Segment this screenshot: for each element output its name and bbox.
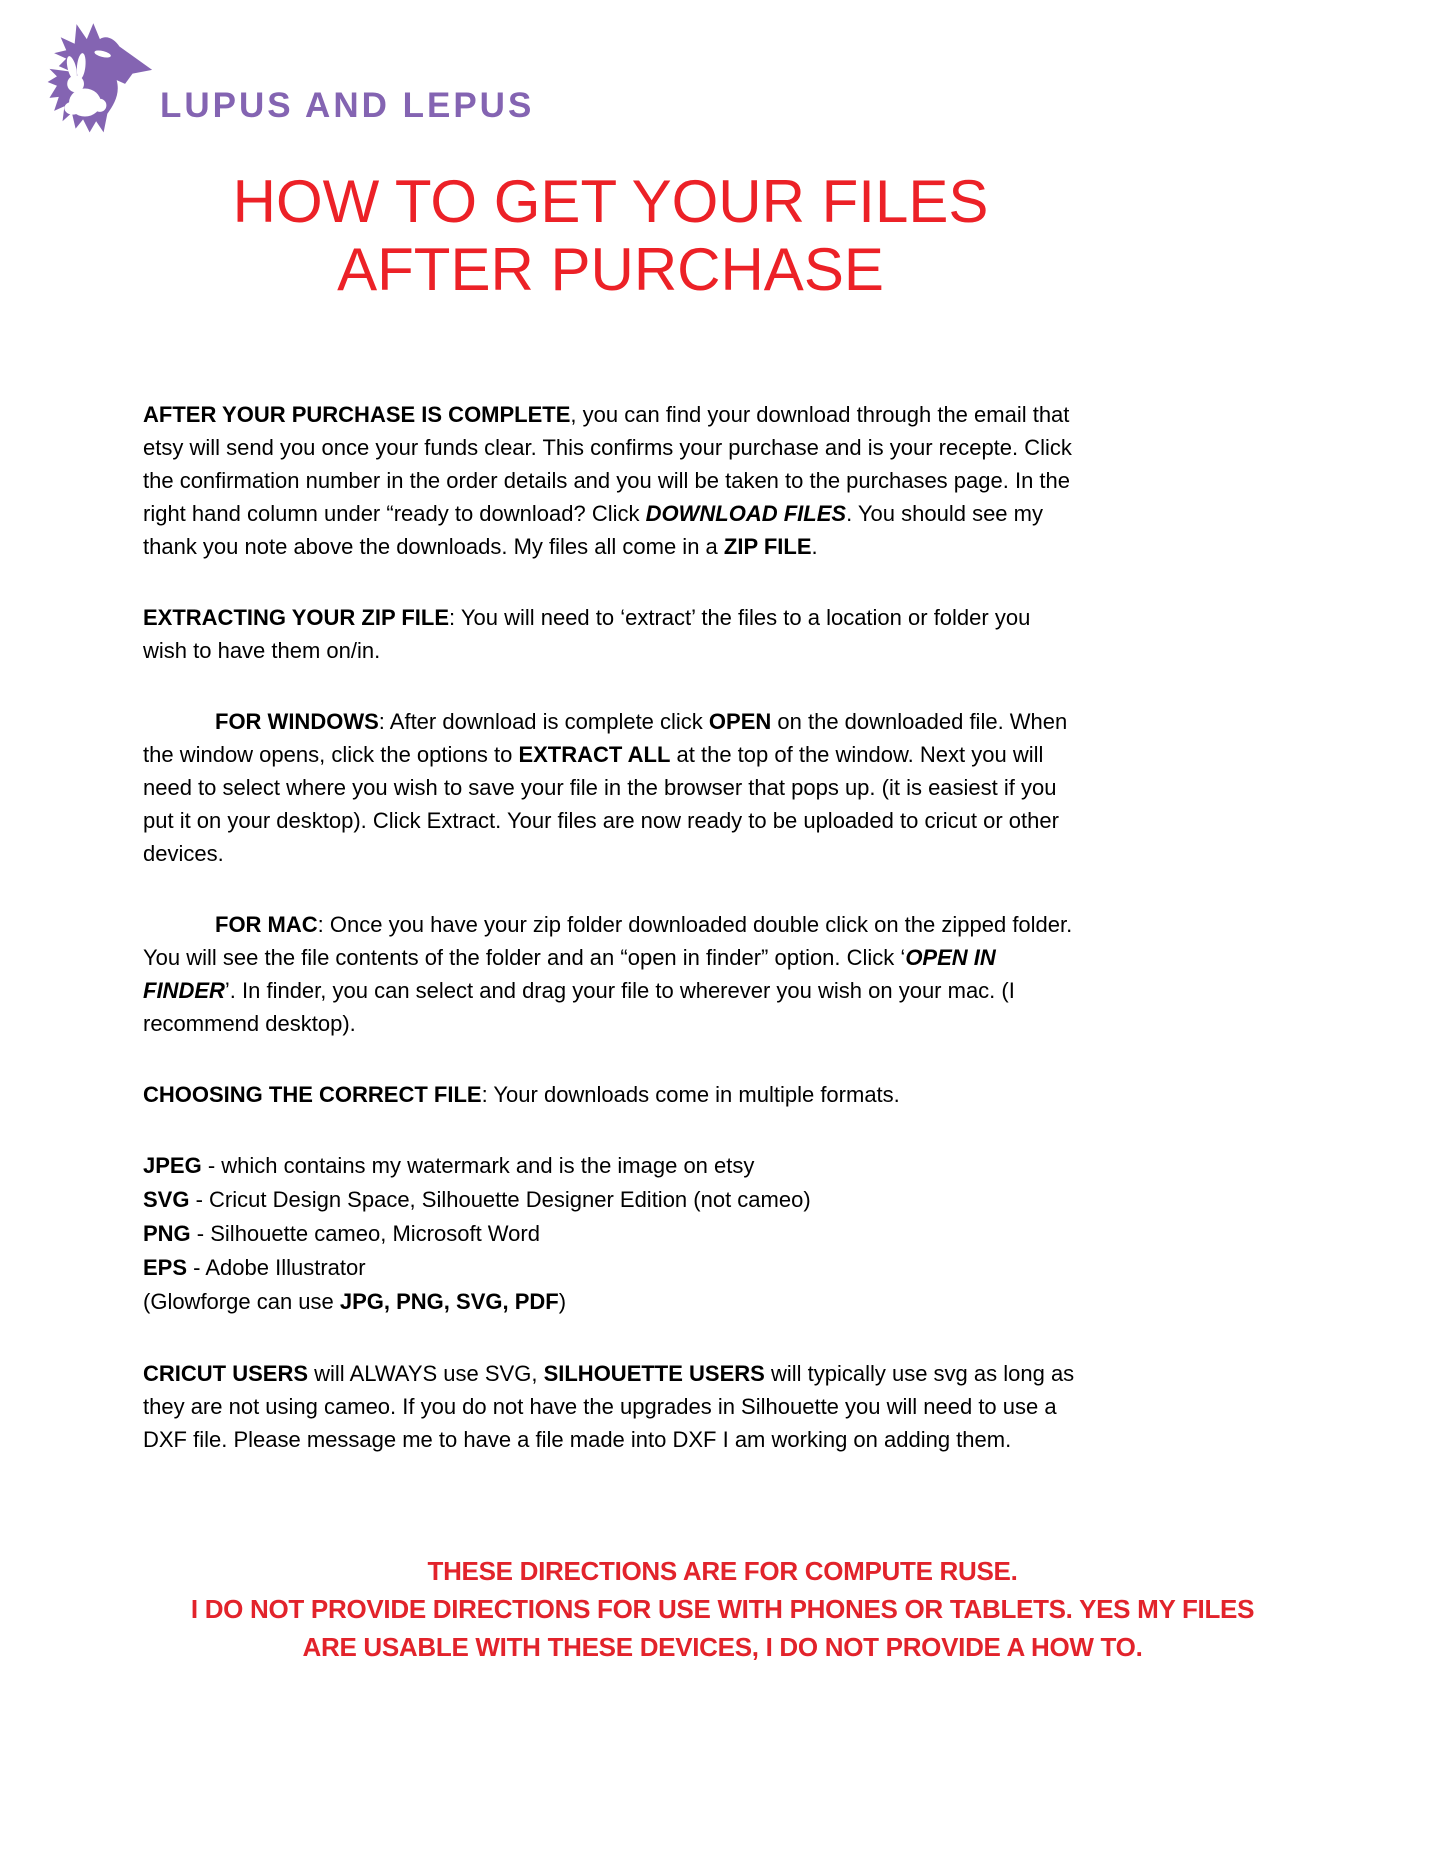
paragraph-cricut-users: CRICUT USERS will ALWAYS use SVG, SILHOUETTE USERS will typically use svg as long as they are not using cameo. If you do not have the upgrades in Silhouette you will need to use a DXF file. Please message me to have a file made into DXF I am working on adding them. <box>143 1361 1075 1452</box>
brand-name: LUPUS AND LEPUS <box>160 86 535 125</box>
brand-header <box>0 0 1445 138</box>
page-title <box>143 168 1078 304</box>
notice-line-3: ARE USABLE WITH THESE DEVICES, I DO NOT PROVIDE A HOW TO. <box>302 1632 1143 1662</box>
paragraph-extracting-zip: EXTRACTING YOUR ZIP FILE: You will need to ‘extract’ the files to a location or folder you wish to have them on/in. <box>143 605 1031 663</box>
paragraph-for-windows: FOR WINDOWS: After download is complete click OPEN on the downloaded file. When the window opens, click the options to EXTRACT ALL at the top of the window. Next you will need to select where you wish to save your file in the browser that pops up. (it is easiest if you put it on your desktop). Click Extract. Your files are now ready to be uploaded to cricut or other devices. <box>143 709 1068 866</box>
notice-line-1: THESE DIRECTIONS ARE FOR COMPUTE RUSE. <box>427 1556 1018 1586</box>
paragraph-for-mac: FOR MAC: Once you have your zip folder downloaded double click on the zipped folder. You will see the file contents of the folder and an “open in finder” option. Click ‘OPEN IN FINDER’. In finder, you can select and drag your file to wherever you wish on your mac. (I recommend desktop). <box>143 912 1073 1036</box>
paragraph-choosing-file: CHOOSING THE CORRECT FILE: Your downloads come in multiple formats. <box>143 1082 900 1107</box>
title-line-2: AFTER PURCHASE <box>337 236 884 303</box>
format-glowforge: (Glowforge can use JPG, PNG, SVG, PDF) <box>143 1289 567 1314</box>
title-line-1: HOW TO GET YOUR FILES <box>232 168 989 235</box>
format-eps: EPS - Adobe Illustrator <box>143 1255 366 1280</box>
document-body <box>143 398 1078 1456</box>
notice-line-2: I DO NOT PROVIDE DIRECTIONS FOR USE WITH PHONES OR TABLETS. YES MY FILES <box>190 1594 1255 1624</box>
format-list <box>143 1149 1078 1319</box>
device-usage-notice <box>143 1552 1302 1666</box>
format-jpeg: JPEG - which contains my watermark and is the image on etsy <box>143 1153 755 1178</box>
format-svg: SVG - Cricut Design Space, Silhouette Designer Edition (not cameo) <box>143 1187 811 1212</box>
paragraph-after-purchase: AFTER YOUR PURCHASE IS COMPLETE, you can find your download through the email that etsy will send you once your funds clear. This confirms your purchase and is your recepte. Click the confirmation number in the order details and you will be taken to the purchases page. In the right hand column under “ready to download? Click DOWNLOAD FILES. You should see my thank you note above the downloads. My files all come in a ZIP FILE. <box>143 402 1072 559</box>
format-png: PNG - Silhouette cameo, Microsoft Word <box>143 1221 540 1246</box>
wolf-and-rabbit-icon <box>24 12 158 138</box>
